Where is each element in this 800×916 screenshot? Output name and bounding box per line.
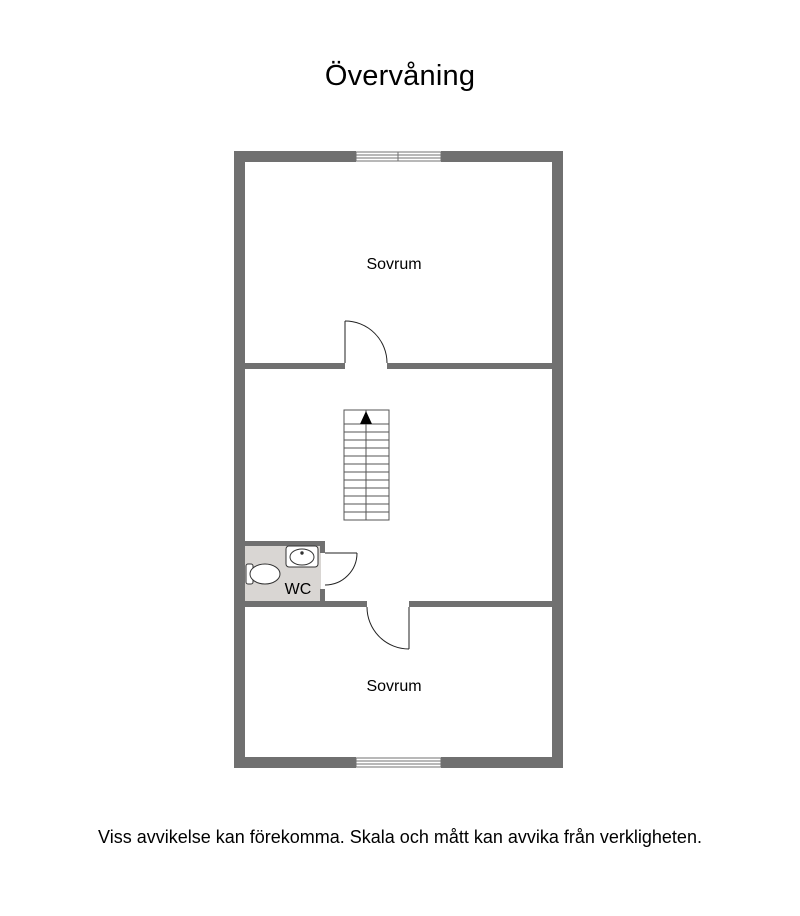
wall-upper-divider-left bbox=[245, 363, 345, 369]
sink-icon bbox=[286, 546, 318, 567]
floor-title: Övervåning bbox=[324, 60, 476, 92]
window-top bbox=[356, 152, 441, 161]
disclaimer-text: Viss avvikelse kan förekomma. Skala och mått kan avvika från verkligheten. bbox=[98, 827, 702, 847]
door-lower-bedroom bbox=[367, 607, 409, 649]
wall-lower-divider-left bbox=[245, 601, 367, 607]
wall-upper-divider-right bbox=[387, 363, 552, 369]
wall-bottom-right bbox=[441, 757, 563, 768]
wall-bottom-left bbox=[234, 757, 356, 768]
staircase-icon bbox=[344, 410, 389, 520]
wc-wall-right-lower bbox=[320, 589, 325, 601]
door-wc bbox=[325, 553, 357, 585]
wall-top-left bbox=[234, 151, 356, 162]
wall-lower-divider-right bbox=[409, 601, 552, 607]
wall-right bbox=[552, 151, 563, 768]
wall-top-right bbox=[441, 151, 563, 162]
outer-walls bbox=[234, 151, 563, 768]
wall-left bbox=[234, 151, 245, 768]
room-label-wc: WC bbox=[284, 581, 312, 598]
window-bottom bbox=[356, 758, 441, 767]
room-label-top-bedroom: Sovrum bbox=[366, 256, 422, 273]
room-label-bottom-bedroom: Sovrum bbox=[366, 678, 422, 695]
door-upper-bedroom bbox=[345, 321, 387, 363]
toilet-icon bbox=[246, 564, 280, 584]
wc-wall-top bbox=[245, 541, 325, 546]
wc-wall-right-upper bbox=[320, 541, 325, 553]
